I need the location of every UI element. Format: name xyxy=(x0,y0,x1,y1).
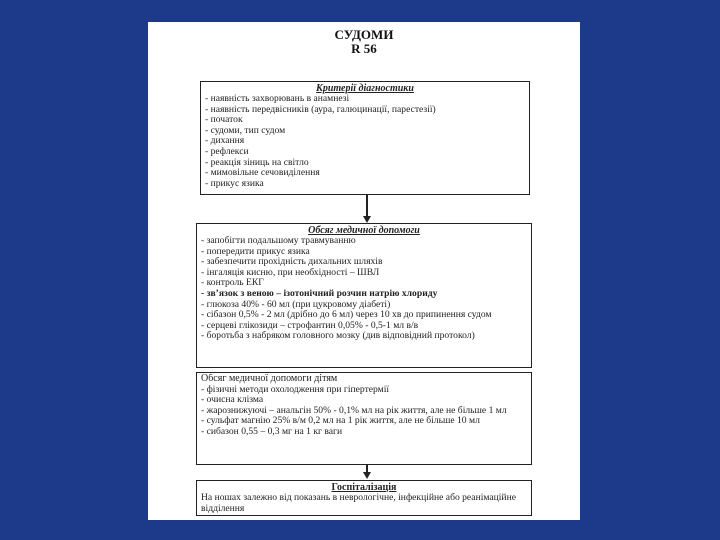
children-care-item: - сибазон 0,55 – 0,3 мг на 1 кг ваги xyxy=(201,426,343,437)
care-item: - запобігти подальшому травмуванню xyxy=(201,236,356,246)
children-care-item: - жарознижуючі – анальгін 50% - 0,1% мл на рік життя, але не більше 1 мл xyxy=(201,405,507,416)
criteria-heading: Критерії діагностики xyxy=(316,83,414,94)
flow-arrow-head xyxy=(363,216,371,223)
criteria-box xyxy=(200,81,530,195)
criteria-item: - реакція зіниць на світло xyxy=(205,157,309,168)
children-care-box xyxy=(196,372,532,465)
document-title: СУДОМИ xyxy=(334,27,394,42)
care-item: - інгаляція кисню, при необхідності – ШВЛ xyxy=(201,267,380,278)
care-item: - серцеві глікозиди – строфантин 0,05% - 0,5-1 мл в/в xyxy=(201,320,419,331)
care-item: - забезпечити прохідність дихальних шляхів xyxy=(201,257,383,268)
children-care-heading: Обсяг медичної допомоги дітям xyxy=(201,374,338,384)
criteria-item: - наявність захворювань в анамнезі xyxy=(205,94,350,104)
hospitalization-text: На ношах залежно від показань в неврологічне, інфекційне або реанімаційне відділення xyxy=(201,493,516,514)
children-care-item: - сульфат магнію 25% в/м 0,2 мл на 1 рік життя, але не більше 10 мл xyxy=(201,416,480,427)
care-heading: Обсяг медичної допомоги xyxy=(308,225,420,236)
criteria-item: - прикус язика xyxy=(205,178,264,189)
document-page xyxy=(148,22,580,520)
care-item: - зв’язок з веною – ізотонічний розчин натрію хлориду xyxy=(201,288,438,299)
criteria-item: - наявність передвісників (аура, галюцинації, парестезії) xyxy=(205,104,436,115)
care-item: - глюкоза 40% - 60 мл (при цукровому діабеті) xyxy=(201,299,391,310)
hospitalization-box xyxy=(196,480,532,516)
flow-arrow-shaft xyxy=(366,195,368,217)
criteria-item: - рефлекси xyxy=(205,146,249,157)
hospitalization-heading: Госпіталізація xyxy=(331,482,397,493)
children-care-item: - очисна клізма xyxy=(201,395,264,406)
care-item: - попередити прикус язика xyxy=(201,246,310,257)
care-item: - боротьба з набряком головного мозку (див відповідний протокол) xyxy=(201,331,475,342)
care-item: - сібазон 0,5% - 2 мл (дрібно до 6 мл) через 10 хв до припинення судом xyxy=(201,310,492,321)
care-box xyxy=(196,223,532,368)
criteria-item: - мимовільне сечовиділення xyxy=(205,168,320,179)
criteria-item: - початок xyxy=(205,115,243,126)
care-item: - контроль ЕКГ xyxy=(201,278,264,289)
document-code: R 56 xyxy=(351,41,377,56)
criteria-item: - дихання xyxy=(205,136,245,147)
criteria-item: - судоми, тип судом xyxy=(205,125,286,136)
children-care-item: - фізичні методи охолодження при гіпертермії xyxy=(201,384,390,395)
flow-arrow-head xyxy=(363,472,371,479)
